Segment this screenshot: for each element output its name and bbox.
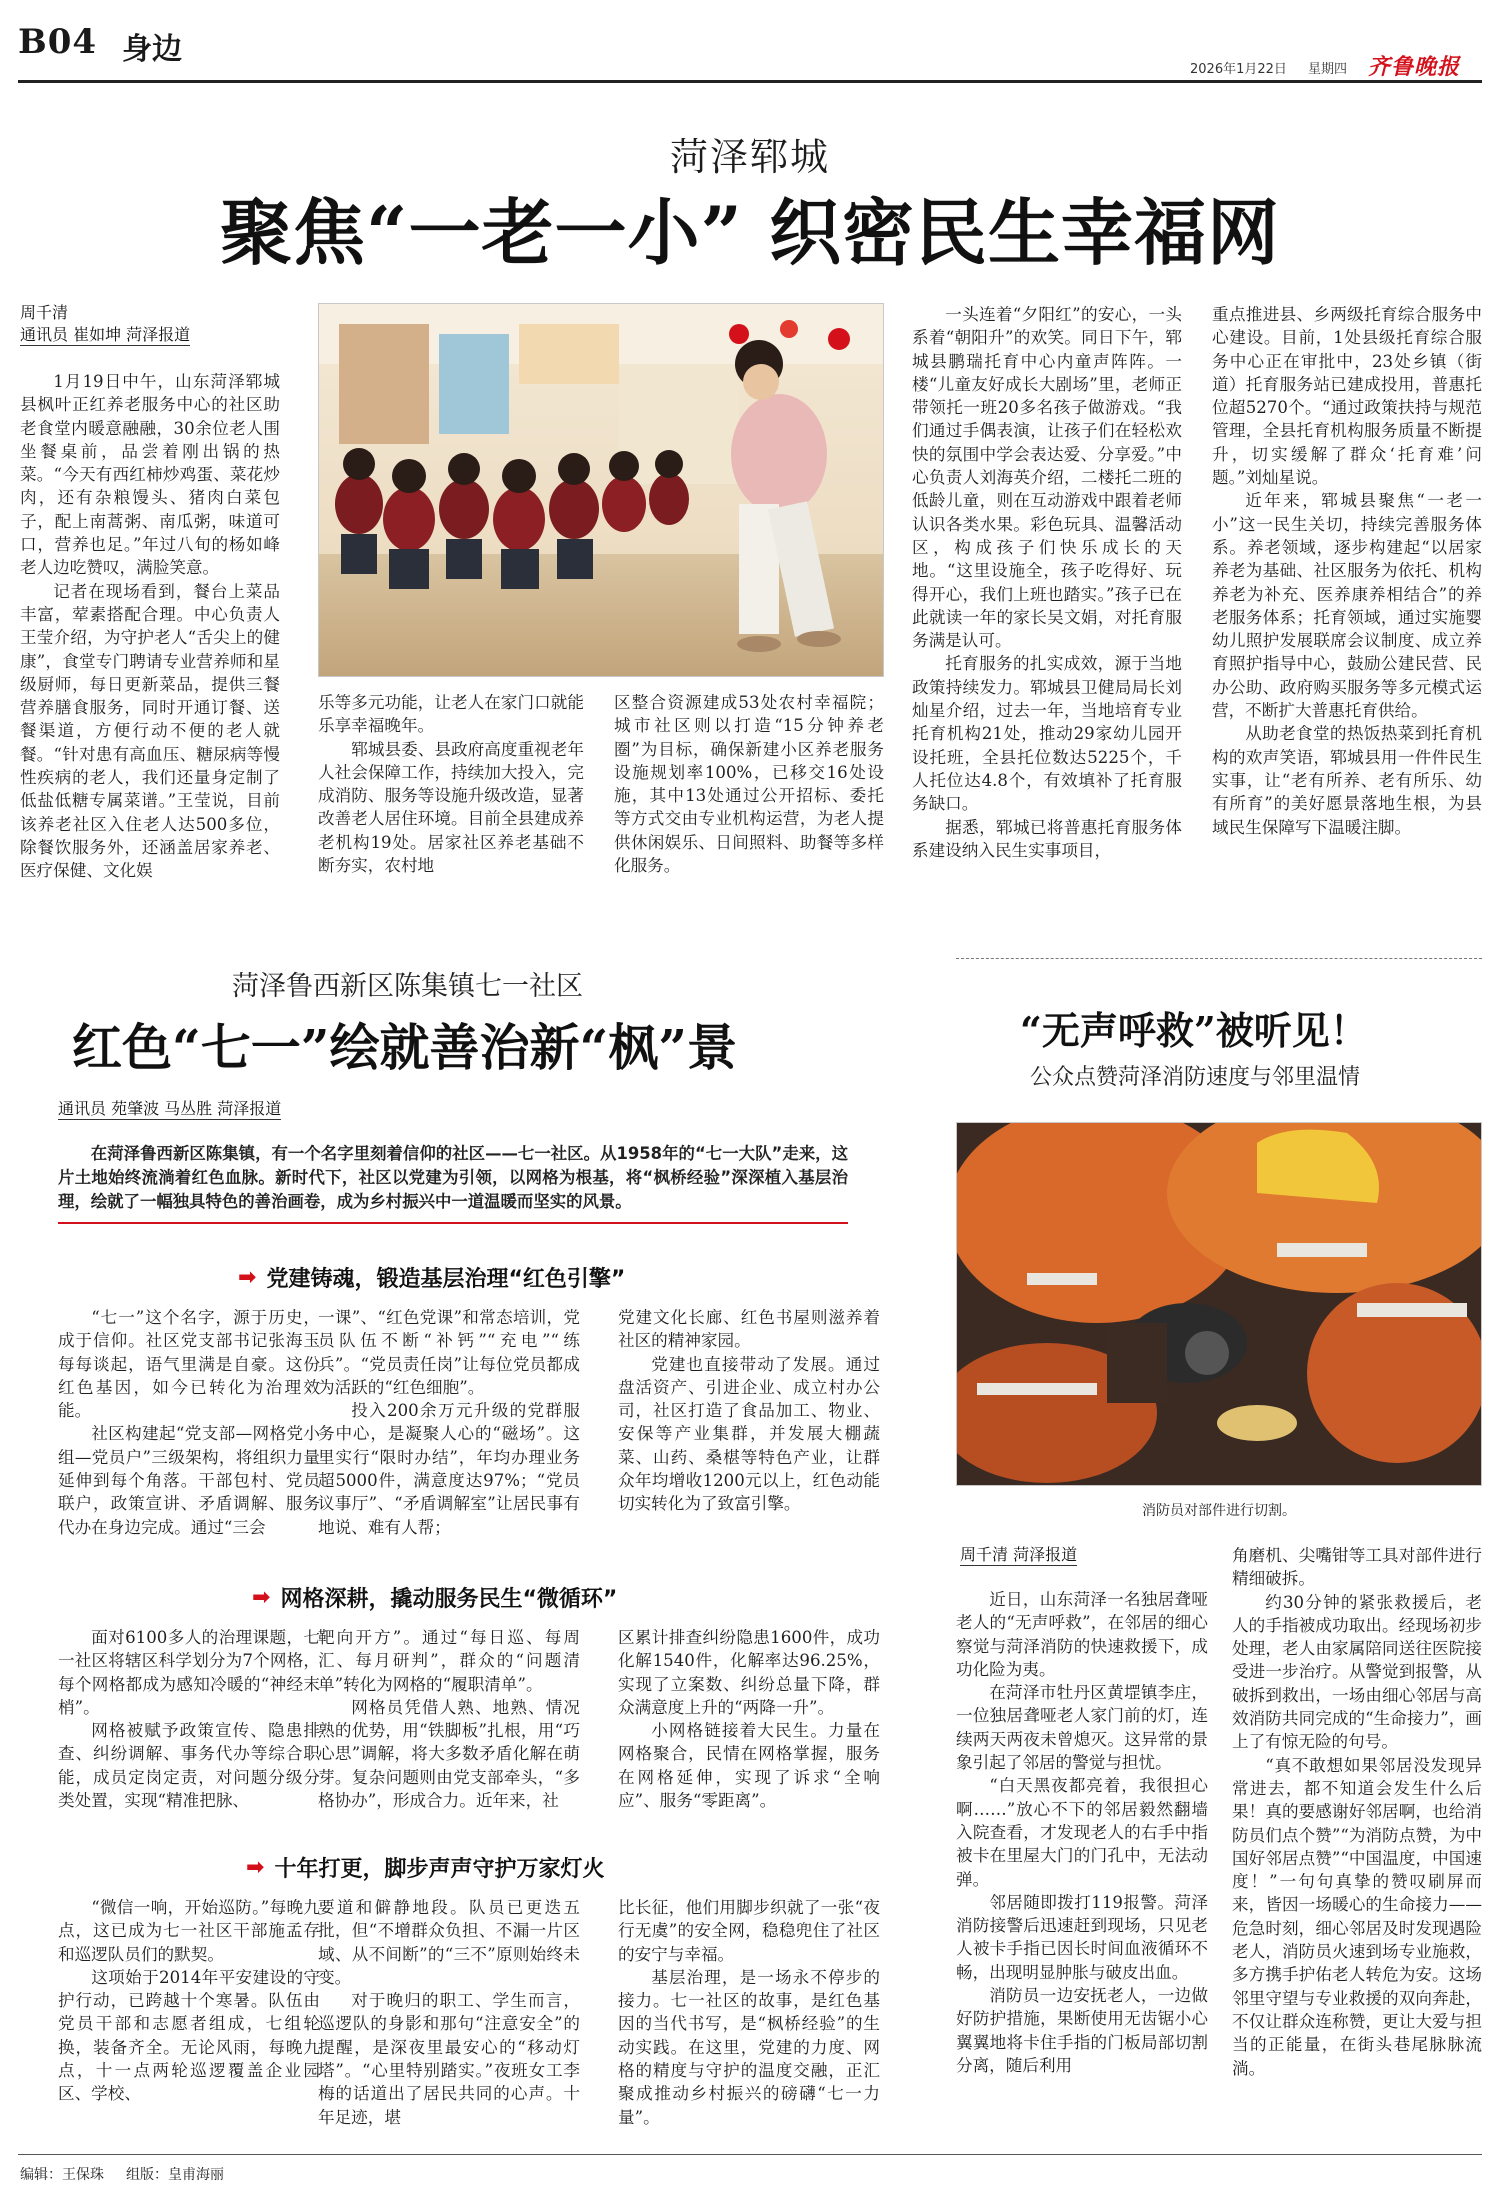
paragraph: 从助老食堂的热饭热菜到托育机构的欢声笑语，郓城县用一件件民生实事，让“老有所养、老有所乐、幼有所育”的美好愿景落地生根，为县域民生保障写下温暖注脚。: [1212, 724, 1482, 837]
paragraph: 消防员一边安抚老人，一边做好防护措施，果断使用无齿锯小心翼翼地将卡住手指的门板局部切割分离，随后利用: [956, 1986, 1208, 2075]
paragraph: 近日，山东菏泽一名独居聋哑老人的“无声呼救”，在邻居的细心察觉与菏泽消防的快速救援下，成功化险为夷。: [956, 1590, 1208, 1679]
paragraph: 托育服务的扎实成效，源于当地政策持续发力。郓城县卫健局局长刘灿星介绍，过去一年，当地培育专业托育机构21处，推动29家幼儿园开设托班，全县托位数达5225个，千人托位达4.8个，有效填补了托育服务缺口。: [912, 654, 1182, 814]
footer-editor: 编辑：王保珠: [20, 2167, 104, 2183]
firefighters-photo: [956, 1122, 1482, 1486]
paragraph: 角磨机、尖嘴钳等工具对部件进行精细破拆。: [1232, 1546, 1482, 1589]
article1-headline: 聚焦“一老一小” 织密民生幸福网: [220, 190, 1280, 275]
paragraph: 郓城县委、县政府高度重视老年人社会保障工作，持续加大投入，完成消防、服务等设施升级改造，显著改善老人居住环境。目前全县建成养老机构19处。居家社区养老基础不断夯实，农村地: [318, 739, 584, 876]
article2-s1-column-1: [58, 1306, 320, 1548]
paragraph: “微信一响，开始巡防。”每晚九点，这已成为七一社区干部施孟存和巡逻队员们的默契。: [58, 1898, 320, 1964]
article2-headline: 红色“七一”绘就善治新“枫”景: [72, 1018, 738, 1077]
article3-headline: “无声呼救”被听见！: [1020, 1008, 1368, 1053]
article2-s1-column-3: [618, 1306, 880, 1548]
article3-column-2: [1232, 1544, 1482, 2144]
article1-byline: [20, 324, 190, 346]
paragraph: “白天黑夜都亮着，我很担心啊……”放心不下的邻居毅然翻墙入院查看，才发现老人的右手中指被卡在里屋大门的门孔中，无法动弹。: [956, 1776, 1208, 1889]
footer-layout: 组版：皇甫海丽: [126, 2167, 224, 2183]
masthead: [18, 10, 1482, 80]
photo-caption: 消防员对部件进行切割。: [1142, 1503, 1296, 1519]
paragraph: 党建文化长廊、红色书屋则滋养着社区的精神家园。: [618, 1308, 880, 1351]
paragraph: 网格员凭借人熟、地熟、情况熟的优势，用“铁脚板”扎根，用“巧心思”调解，将大多数矛盾化解在萌芽。复杂问题则由党支部牵头，“多格协办”，形成合力。近年来，社: [318, 1697, 580, 1811]
paragraph: 面对6100多人的治理课题，七一社区将辖区科学划分为7个网格，每个网格都成为感知冷暖的“神经末梢”。: [58, 1628, 320, 1717]
paragraph: 一头连着“夕阳红”的安心，一头系着“朝阳升”的欢笑。同日下午，郓城县鹏瑞托育中心内童声阵阵。一楼“儿童友好成长大剧场”里，老师正带领托一班20多名孩子做游戏。“我们通过手偶表演，让孩子们在轻松欢快的氛围中学会表达爱、分享爱。”中心负责人刘海英介绍，二楼托二班的低龄儿童，则在互动游戏中跟着老师认识各类水果。彩色玩具、温馨活动区，构成孩子们快乐成长的天地。“这里设施全，孩子吃得好、玩得开心，我们上班也踏实。”孩子已在此就读一年的家长吴文娟，对托育服务满是认可。: [912, 305, 1182, 651]
article2-byline-text: 通讯员 苑肇波 马丛胜 菏泽报道: [58, 1099, 282, 1118]
article1-column-4: [912, 303, 1182, 893]
section-title: 十年打更，脚步声声守护万家灯火: [274, 1857, 605, 1882]
article3-subtitle: 公众点赞菏泽消防速度与邻里温情: [1030, 1065, 1361, 1090]
article2-lead: 在菏泽鲁西新区陈集镇，有一个名字里刻着信仰的社区——七一社区。从1958年的“七一大队”走来，这片土地始终流淌着红色血脉。新时代下，社区以党建为引领，以网格为根基，将“枫桥经验”深深植入基层治理，绘就了一幅独具特色的善治画卷，成为乡村振兴中一道温暖而坚实的风景。: [58, 1144, 848, 1211]
article2-s1-column-2: [318, 1306, 580, 1548]
article1-column-5: [1212, 303, 1482, 893]
column-divider: [956, 958, 1482, 959]
paragraph: 党建也直接带动了发展。通过盘活资产、引进企业、成立村办公司，社区打造了食品加工、物业、安保等产业集群，并发展大棚蔬菜、山药、桑椹等特色产业，让群众年均增收1200元以上，红色动能切实转化为了致富引擎。: [618, 1354, 880, 1514]
paragraph: 比长征，他们用脚步织就了一张“夜行无虞”的安全网，稳稳兜住了社区的安宁与幸福。: [618, 1898, 880, 1964]
paragraph: 区整合资源建成53处农村幸福院；城市社区则以打造“15分钟养老圈”为目标，确保新建小区养老服务设施规划率100%，已移交16处设施，其中13处通过公开招标、委托等方式交由专业机构运营，为老人提供休闲娱乐、日间照料、助餐等多样化服务。: [614, 693, 884, 876]
article1-column-2: [318, 691, 584, 891]
paragraph: 网格被赋予政策宣传、隐患排查、纠纷调解、事务代办等综合职能，成员定岗定责，对问题分级分类处置，实现“精准把脉、: [58, 1721, 320, 1811]
paragraph: 基层治理，是一场永不停步的接力。七一社区的故事，是红色基因的当代书写，是“枫桥经验”的生动实践。在这里，党建的力度、网格的精度与守护的温度交融，正汇聚成推动乡村振兴的磅礴“七一力量”。: [618, 1967, 880, 2127]
article2-s2-column-3: [618, 1626, 880, 1830]
article2-kicker: 菏泽鲁西新区陈集镇七一社区: [232, 971, 583, 1002]
article1-kicker: 菏泽郓城: [669, 135, 830, 179]
article2-s3-column-2: [318, 1896, 580, 2142]
article2-s3-column-3: [618, 1896, 880, 2142]
paragraph: “真不敢想如果邻居没发现异常进去，都不知道会发生什么后果！真的要感谢好邻居啊，也给消防员们点个赞”“为消防点赞，为中国好邻居点赞”“中国温度，中国速度！”一句句真挚的赞叹刷屏而来，皆因一场暖心的生命接力——危急时刻，细心邻居及时发现遇险老人，消防员火速到场专业施救，多方携手护佑老人转危为安。这场邻里守望与专业救援的双向奔赴，不仅让群众连称赞，更让大爱与担当的正能量，在街头巷尾脉脉流淌。: [1232, 1755, 1482, 2078]
paragraph: 这项始于2014年平安建设的守护行动，已跨越十个寒暑。队伍由党员干部和志愿者组成，七组轮换，装备齐全。无论风雨，每晚九点，十一点两轮巡逻覆盖企业园区、学校、: [58, 1967, 320, 2104]
article2-section-heading-2: [252, 1582, 617, 1613]
childcare-photo-image: [319, 304, 884, 677]
masthead-rule: [18, 80, 1482, 83]
article2-byline: [58, 1098, 281, 1120]
article1-column-1: [20, 370, 280, 890]
newspaper-logo: 齐鲁晚报: [1368, 54, 1461, 80]
paragraph: 重点推进县、乡两级托育综合服务中心建设。目前，1处县级托育综合服务中心正在审批中，23处乡镇（街道）托育服务站已建成投用，普惠托位超5270个。“通过政策扶持与规范管理，全县托育机构服务质量不断提升，切实缓解了群众‘托育难’问题。”刘灿星说。: [1212, 305, 1482, 488]
arrow-right-icon: ➡: [238, 1265, 257, 1290]
page-number: B04: [18, 22, 98, 62]
paragraph: 一课”、“红色党课”和常态培训，党员队伍不断“补钙”“充电”“练兵”。“党员责任岗”让每位党员都成为活跃的“红色细胞”。: [318, 1308, 580, 1397]
article2-section-heading-3: [246, 1852, 604, 1883]
paragraph: 区累计排查纠纷隐患1600件，成功化解1540件，化解率达96.25%，实现了立案数、纠纷总量下降，群众满意度上升的“两降一升”。: [618, 1628, 880, 1717]
paragraph: “七一”这个名字，源于历史，成于信仰。社区党支部书记张海玉每每谈起，语气里满是自豪。这份红色基因，如今已转化为治理效能。: [58, 1308, 320, 1421]
section-title: 网格深耕，撬动服务民生“微循环”: [280, 1587, 618, 1612]
article2-s3-column-1: [58, 1896, 320, 2142]
article2-s2-column-2: [318, 1626, 580, 1830]
article1-author: 周千清: [20, 303, 69, 322]
article3-byline: [960, 1544, 1077, 1566]
article1-column-3: [614, 691, 884, 891]
article2-lead-rule: [58, 1222, 848, 1224]
paragraph: 靶向开方”。通过“每日巡、每周汇、每月研判”，群众的“问题清单”转化为网格的“履职清单”。: [318, 1628, 580, 1694]
paragraph: 在菏泽市牡丹区黄堽镇李庄，一位独居聋哑老人家门前的灯，连续两天两夜未曾熄灭。这异常的景象引起了邻居的警觉与担忧。: [956, 1683, 1208, 1773]
childcare-photo: [318, 303, 884, 677]
paragraph: 对于晚归的职工、学生而言，巡逻队的身影和那句“注意安全”的提醒，是深夜里最安心的“移动灯塔”。“心里特别踏实。”夜班女工李梅的话道出了居民共同的心声。十年足迹，堪: [318, 1991, 580, 2127]
section-name: 身边: [122, 32, 182, 67]
paragraph: 小网格链接着大民生。力量在网格聚合，民情在网格掌握，服务在网格延伸，实现了诉求“全响应”、服务“零距离”。: [618, 1721, 880, 1811]
article3-byline-text: 周千清 菏泽报道: [960, 1545, 1078, 1564]
paragraph: 记者在现场看到，餐台上菜品丰富，荤素搭配合理。中心负责人王莹介绍，为守护老人“舌尖上的健康”，食堂专门聘请专业营养师和星级厨师，每日更新菜品，提供三餐营养膳食服务，同时开通订餐、送餐渠道，方便行动不便的老人就餐。“针对患有高血压、糖尿病等慢性疾病的老人，我们还量身定制了低盐低糖专属菜谱。”王莹说，目前该养老社区入住老人达500多位，除餐饮服务外，还涵盖居家养老、医疗保健、文化娱: [20, 581, 280, 881]
paragraph: 要道和僻静地段。队员已更迭五批，但“不增群众负担、不漏一片区域、从不间断”的“三不”原则始终未变。: [318, 1898, 580, 1987]
arrow-right-icon: ➡: [252, 1585, 271, 1610]
footer-rule: [18, 2154, 1482, 2155]
section-title: 党建铸魂，锻造基层治理“红色引擎”: [266, 1267, 626, 1292]
paragraph: 1月19日中午，山东菏泽郓城县枫叶正红养老服务中心的社区助老食堂内暖意融融，30余位老人围坐餐桌前，品尝着刚出锅的热菜。“今天有西红柿炒鸡蛋、菜花炒肉，还有杂粮馒头、猪肉白菜包子，配上南蒿粥、南瓜粥，味道可口，营养也足。”年过八旬的杨如峰老人边吃赞叹，满脸笑意。: [20, 372, 280, 578]
paragraph: 据悉，郓城已将普惠托育服务体系建设纳入民生实事项目，: [912, 817, 1182, 860]
paragraph: 乐等多元功能，让老人在家门口就能乐享幸福晚年。: [318, 693, 584, 736]
article2-s2-column-1: [58, 1626, 320, 1830]
article1-byline-text: 通讯员 崔如坤 菏泽报道: [20, 325, 191, 344]
paragraph: 投入200余万元升级的党群服务中心，是凝聚人心的“磁场”。这里实行“限时办结”，年均办理业务超5000件，满意度达97%；“党员议事厅”、“矛盾调解室”让居民事有地说、难有人帮；: [318, 1401, 580, 1537]
issue-weekday: 星期四: [1308, 62, 1348, 77]
issue-date: 2026年1月22日: [1190, 62, 1287, 77]
article2-section-heading-1: [238, 1262, 625, 1293]
paragraph: 约30分钟的紧张救援后，老人的手指被成功取出。经现场初步处理，老人由家属陪同送往医院接受进一步治疗。从警觉到报警，从破拆到救出，一场由细心邻居与高效消防共同完成的“生命接力”，画上了有惊无险的句号。: [1232, 1592, 1482, 1752]
firefighters-photo-image: [957, 1123, 1482, 1486]
paragraph: 邻居随即拨打119报警。菏泽消防接警后迅速赶到现场，只见老人被卡手指已因长时间血液循环不畅，出现明显肿胀与破皮出血。: [956, 1892, 1208, 1982]
paragraph: 近年来，郓城县聚焦“一老一小”这一民生关切，持续完善服务体系。养老领域，逐步构建起“以居家养老为基础、社区服务为依托、机构养老为补充、医养康养相结合”的养老服务体系；托育领域，通过实施婴幼儿照护发展联席会议制度、成立养育照护指导中心，鼓励公建民营、民办公助、政府购买服务等多元模式运营，不断扩大普惠托育供给。: [1212, 491, 1482, 721]
arrow-right-icon: ➡: [246, 1855, 265, 1880]
paragraph: 社区构建起“党支部—网格党小组—党员户”三级架构，将组织力量延伸到每个角落。干部包村、党员联户，政策宣讲、矛盾调解、服务代办在身边完成。通过“三会: [58, 1424, 320, 1537]
article3-column-1: [956, 1588, 1208, 2144]
